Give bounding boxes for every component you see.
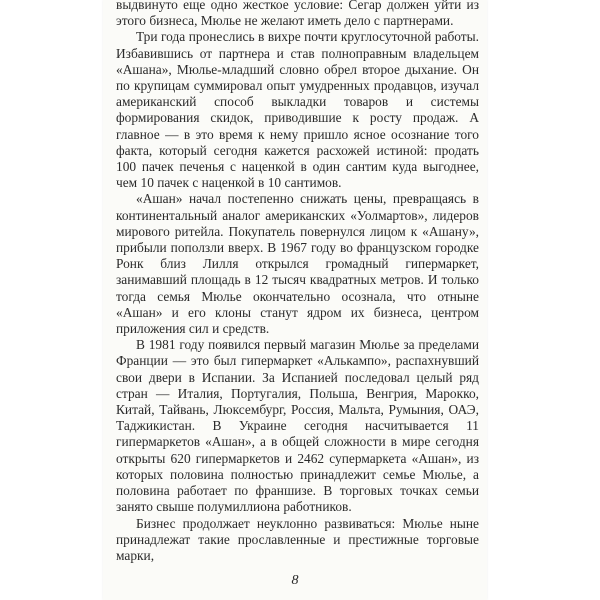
book-page (103, 0, 487, 600)
paragraph-3: «Ашан» начал постепенно снижать цены, превращаясь в континентальный аналог американских «Уолмартов», лидеров мирового ритейла. Покупатель повернулся лицом к «Ашану», прибыли поползли вверх. В 1967 году во французском городке Ронк близ Лилля открылся громадный гипермаркет, занимавший площадь в 12 тысяч квадратных метров. И только тогда семья Мюлье окончательно осознала, что отныне «Ашан» и его клоны станут ядром их бизнеса, центром приложения сил и средств. (116, 191, 479, 337)
page-text (116, 0, 479, 564)
paragraph-4: В 1981 году появился первый магазин Мюлье за пределами Франции — это был гипермаркет «Алькампо», распахнувший свои двери в Испании. За Испанией последовал целый ряд стран — Италия, Португалия, Польша, Венгрия, Марокко, Китай, Тайвань, Люксембург, Россия, Мальта, Румыния, ОАЭ, Таджикистан. В Украине сегодня насчитывается 11 гипермаркетов «Ашан», а в общей сложности в мире сегодня открыты 620 гипермаркетов и 2462 супермаркета «Ашан», из которых половина полностью принадлежит семье Мюлье, а половина работает по франшизе. В торговых точках семьи занято свыше полумиллиона работников. (116, 337, 479, 515)
paragraph-1: выдвинуто еще одно жесткое условие: Сегар должен уйти из этого бизнеса, Мюлье не желают иметь дело с партнерами. (116, 0, 479, 29)
paragraph-5: Бизнес продолжает неуклонно развиваться: Мюлье ныне принадлежат такие прославленные и престижные торговые марки, (116, 515, 479, 563)
paragraph-2: Три года пронеслись в вихре почти круглосуточной работы. Избавившись от партнера и став полноправным владельцем «Ашана», Мюлье-младший словно обрел второе дыхание. Он по крупицам суммировал опыт умудренных продавцов, изучал американский способ выкладки товаров и системы формирования скидок, приводившие к росту продаж. А главное — в это время к нему пришло ясное осознание того факта, который сегодня кажется расхожей истиной: продать 100 пачек печенья с наценкой в один сантим куда выгоднее, чем 10 пачек с наценкой в 10 сантимов. (116, 29, 479, 191)
page-number: 8 (291, 573, 299, 588)
